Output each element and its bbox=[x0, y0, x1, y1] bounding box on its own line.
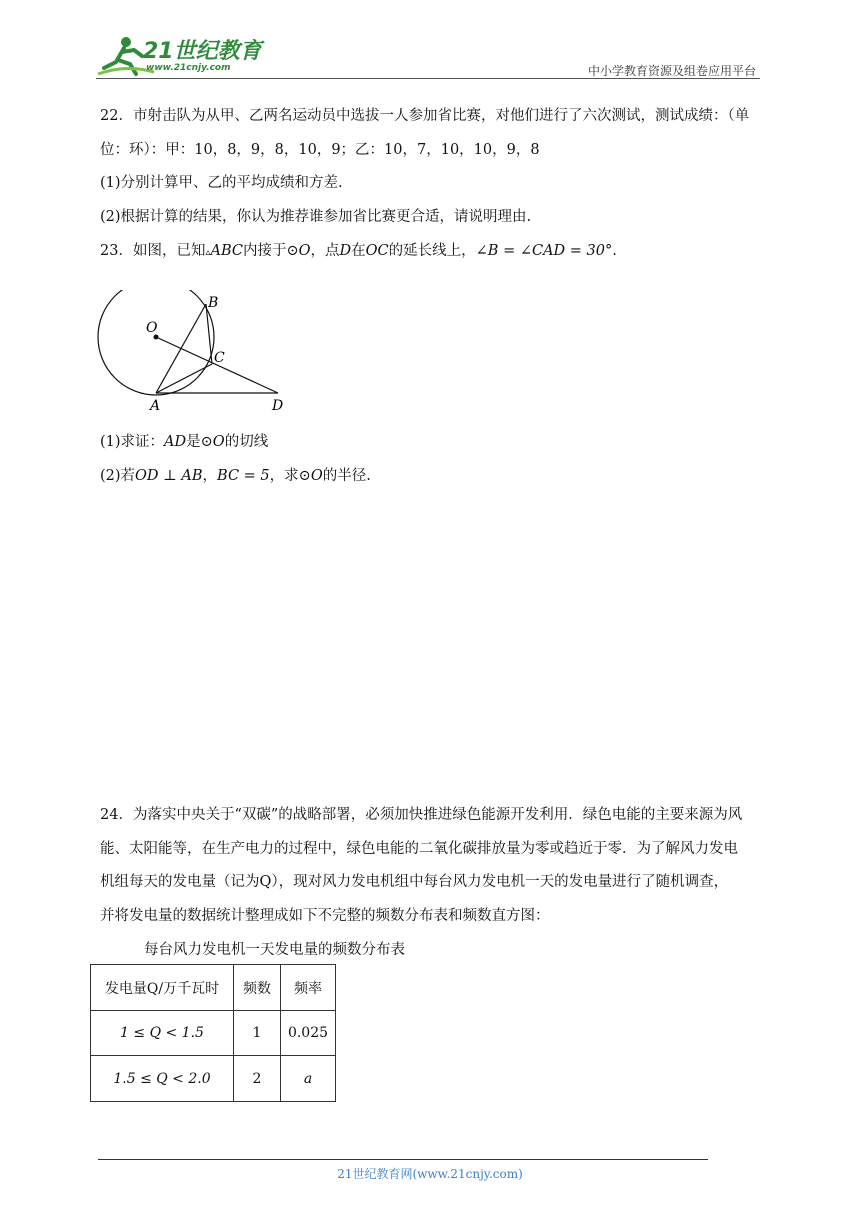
table-title: 每台风力发电机一天发电量的频数分布表 bbox=[144, 942, 405, 958]
q22-sub2: (2)根据计算的结果，你认为推荐谁参加省比赛更合适，请说明理由. bbox=[100, 209, 532, 225]
table-header-row bbox=[91, 965, 336, 1011]
q23-figure bbox=[94, 290, 294, 414]
logo-text: 21世纪教育 bbox=[143, 39, 262, 64]
q23-sub2-cond: OD ⊥ AB bbox=[135, 468, 203, 484]
table-cell: 0.025 bbox=[281, 1011, 336, 1056]
table-row bbox=[91, 1056, 336, 1102]
q24-line4: 并将发电量的数据统计整理成如下不完整的频数分布表和频数直方图： bbox=[100, 908, 550, 924]
q23-sub1-ad: AD bbox=[164, 434, 187, 450]
q23-sub1-b: 是 bbox=[186, 434, 201, 450]
q23-sub2-circle: ⊙O bbox=[298, 468, 323, 484]
q23-sub2-a: (2)若 bbox=[100, 468, 136, 484]
q23-sub1-circle: ⊙O bbox=[200, 434, 225, 450]
q23-sub2 bbox=[100, 466, 371, 486]
q23-sub2-c: ，求 bbox=[269, 468, 299, 484]
q23-oc: OC bbox=[365, 243, 389, 259]
table-cell: 2 bbox=[234, 1056, 281, 1102]
label-d: D bbox=[272, 398, 284, 414]
q23-sub2-b: ， bbox=[202, 468, 218, 484]
header-divider bbox=[96, 78, 760, 79]
footer-link[interactable]: 21世纪教育网(www.21cnjy.com) bbox=[337, 1167, 523, 1181]
q23-sub2-d: 的半径. bbox=[322, 468, 371, 484]
triangle-symbol: ▵ bbox=[205, 247, 211, 258]
q23-sub1-c: 的切线 bbox=[224, 434, 269, 450]
footer-divider bbox=[98, 1159, 708, 1160]
table-cell: 1 bbox=[234, 1011, 281, 1056]
label-o: O bbox=[146, 320, 158, 336]
table-header-cell: 发电量Q/万千瓦时 bbox=[91, 965, 234, 1011]
table-cell: a bbox=[281, 1056, 336, 1102]
q23-intro-f: . bbox=[612, 243, 617, 259]
table-header-cell: 频率 bbox=[281, 965, 336, 1011]
table-cell: 1 ≤ Q < 1.5 bbox=[91, 1011, 234, 1056]
frequency-table bbox=[90, 964, 336, 1102]
q22-line2: 位：环）：甲：10，8，9，8，10，9；乙：10，7，10，10，9，8 bbox=[100, 142, 540, 158]
q23-intro-c: ，点 bbox=[310, 243, 340, 259]
q23-sub1-a: (1)求证： bbox=[100, 434, 165, 450]
q23-sub1 bbox=[100, 432, 268, 452]
circle-o bbox=[98, 290, 214, 395]
q24-line1: 24．为落实中央关于“双碳”的战略部署，必须加快推进绿色能源开发利用．绿色电能的主要来源为风 bbox=[100, 807, 743, 823]
q23-d: D bbox=[339, 243, 352, 259]
q23-angle-eq: ∠B = ∠CAD = 30° bbox=[475, 243, 613, 259]
table-cell: 1.5 ≤ Q < 2.0 bbox=[91, 1056, 234, 1102]
label-a: A bbox=[150, 398, 161, 414]
label-c: C bbox=[214, 350, 225, 366]
q23-intro-b: 内接于 bbox=[242, 243, 287, 259]
q23-sub2-bc: BC = 5 bbox=[217, 468, 270, 484]
q24-line3: 机组每天的发电量（记为Q），现对风力发电机组中每台风力发电机一天的发电量进行了随机调查， bbox=[100, 874, 729, 890]
q23-intro-d: 在 bbox=[351, 243, 366, 259]
q22-sub1: (1)分别计算甲、乙的平均成绩和方差. bbox=[100, 175, 343, 191]
platform-name: 中小学教育资源及组卷应用平台 bbox=[587, 64, 756, 78]
logo-url: www.21cnjy.com bbox=[146, 63, 231, 73]
q22-line1: 22．市射击队为从甲、乙两名运动员中选拔一人参加省比赛，对他们进行了六次测试，测试成绩：（单 bbox=[100, 108, 750, 124]
table-row bbox=[91, 1011, 336, 1056]
q23-circle-o: ⊙O bbox=[286, 243, 311, 259]
table-header-cell: 频数 bbox=[234, 965, 281, 1011]
label-b: B bbox=[208, 295, 219, 311]
q23-intro bbox=[100, 241, 617, 263]
q24-line2: 能、太阳能等，在生产电力的过程中，绿色电能的二氧化碳排放量为零或趋近于零．为了解风力发电 bbox=[100, 841, 738, 857]
q23-intro-a: 23．如图，已知 bbox=[100, 243, 206, 259]
q23-abc: ABC bbox=[210, 243, 243, 259]
q23-intro-e: 的延长线上， bbox=[388, 243, 476, 259]
